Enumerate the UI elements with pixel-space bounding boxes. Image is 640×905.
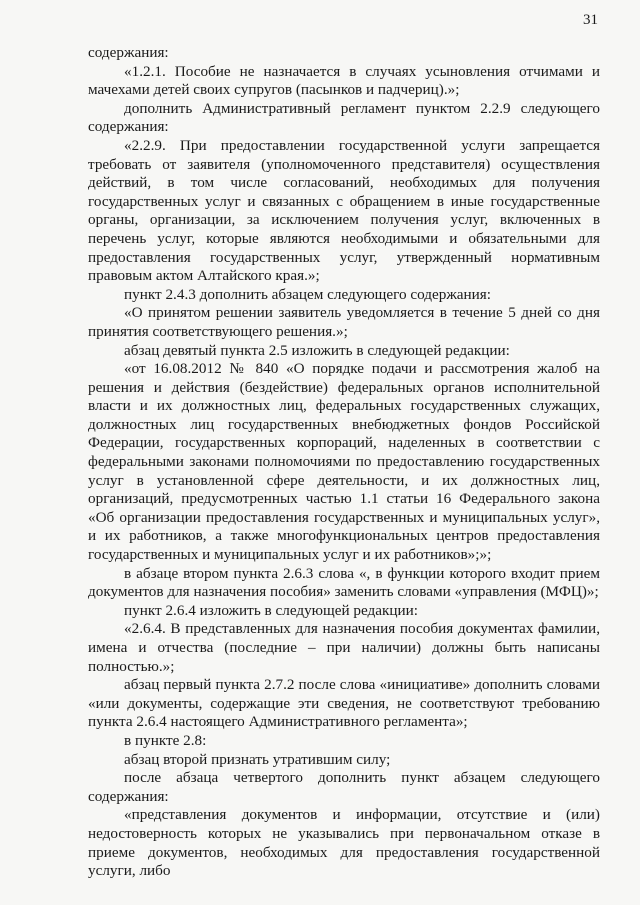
paragraph: абзац второй признать утратившим силу;: [124, 750, 391, 768]
paragraph: «2.6.4. В представленных для назначения пособия документах фамилии, имена и отчества (последние – при наличии) должны быть написаны полностью.»;: [88, 620, 600, 675]
paragraph: пункт 2.4.3 дополнить абзацем следующего содержания:: [124, 285, 492, 303]
paragraph: в пункте 2.8:: [124, 731, 207, 749]
paragraph: абзац девятый пункта 2.5 изложить в следующей редакции:: [124, 341, 510, 359]
paragraph: после абзаца четвертого дополнить пункт абзацем следующего содержания:: [88, 769, 600, 805]
page-number: 31: [583, 12, 598, 28]
paragraph: содержания:: [88, 44, 169, 61]
paragraph: пункт 2.6.4 изложить в следующей редакции:: [124, 601, 418, 619]
paragraph: «представления документов и информации, отсутствие и (или) недостоверность которых не указывались при первоначальном отказе в приеме документов, необходимых для предоставления государственной услуги, либо: [88, 806, 600, 880]
paragraph: в абзаце втором пункта 2.6.3 слова «, в функции которого входит прием документов для назначения пособия» заменить словами «управления (МФЦ)»;: [88, 564, 600, 601]
paragraph: абзац первый пункта 2.7.2 после слова «инициативе» дополнить словами «или документы, содержащие эти сведения, не соответствуют требованию пункта 2.6.4 настоящего Административного регламента»;: [88, 676, 600, 731]
paragraph: «от 16.08.2012 № 840 «О порядке подачи и рассмотрения жалоб на решения и действия (бездействие) федеральных органов исполнительной власти и их должностных лиц, федеральных государственных служащих, должностных лиц государственных внебюджетных фондов Российской Федерации, государственных корпораций, наделенных в соответствии с федеральными законами полномочиями по предоставлению государственных услуг в установленной сфере деятельности, и их должностных лиц, организаций, предусмотренных частью 1.1 статьи 16 Федерального закона «Об организации предоставления государственных и муниципальных услуг», и их работников, а также многофункциональных центров предоставления государственных и муниципальных услуг и их работников»;»;: [88, 360, 600, 564]
paragraph: «1.2.1. Пособие не назначается в случаях усыновления отчимами и мачехами детей своих супругов (пасынков и падчериц).»;: [88, 62, 600, 99]
paragraph: «2.2.9. При предоставлении государственной услуги запрещается требовать от заявителя (уполномоченного представителя) осуществления действий, в том числе согласований, необходимых для получения государственных услуг и связанных с обращением в иные государственные органы, организации, за исключением получения услуг, включенных в перечень услуг, которые являются необходимыми и обязательными для предоставления государственных услуг, утвержденный нормативным правовым актом Алтайского края.»;: [88, 136, 600, 285]
paragraph: дополнить Административный регламент пунктом 2.2.9 следующего содержания:: [88, 99, 600, 136]
document-body: [88, 44, 600, 881]
paragraph: «О принятом решении заявитель уведомляется в течение 5 дней со дня принятия соответствующего решения.»;: [88, 304, 600, 340]
